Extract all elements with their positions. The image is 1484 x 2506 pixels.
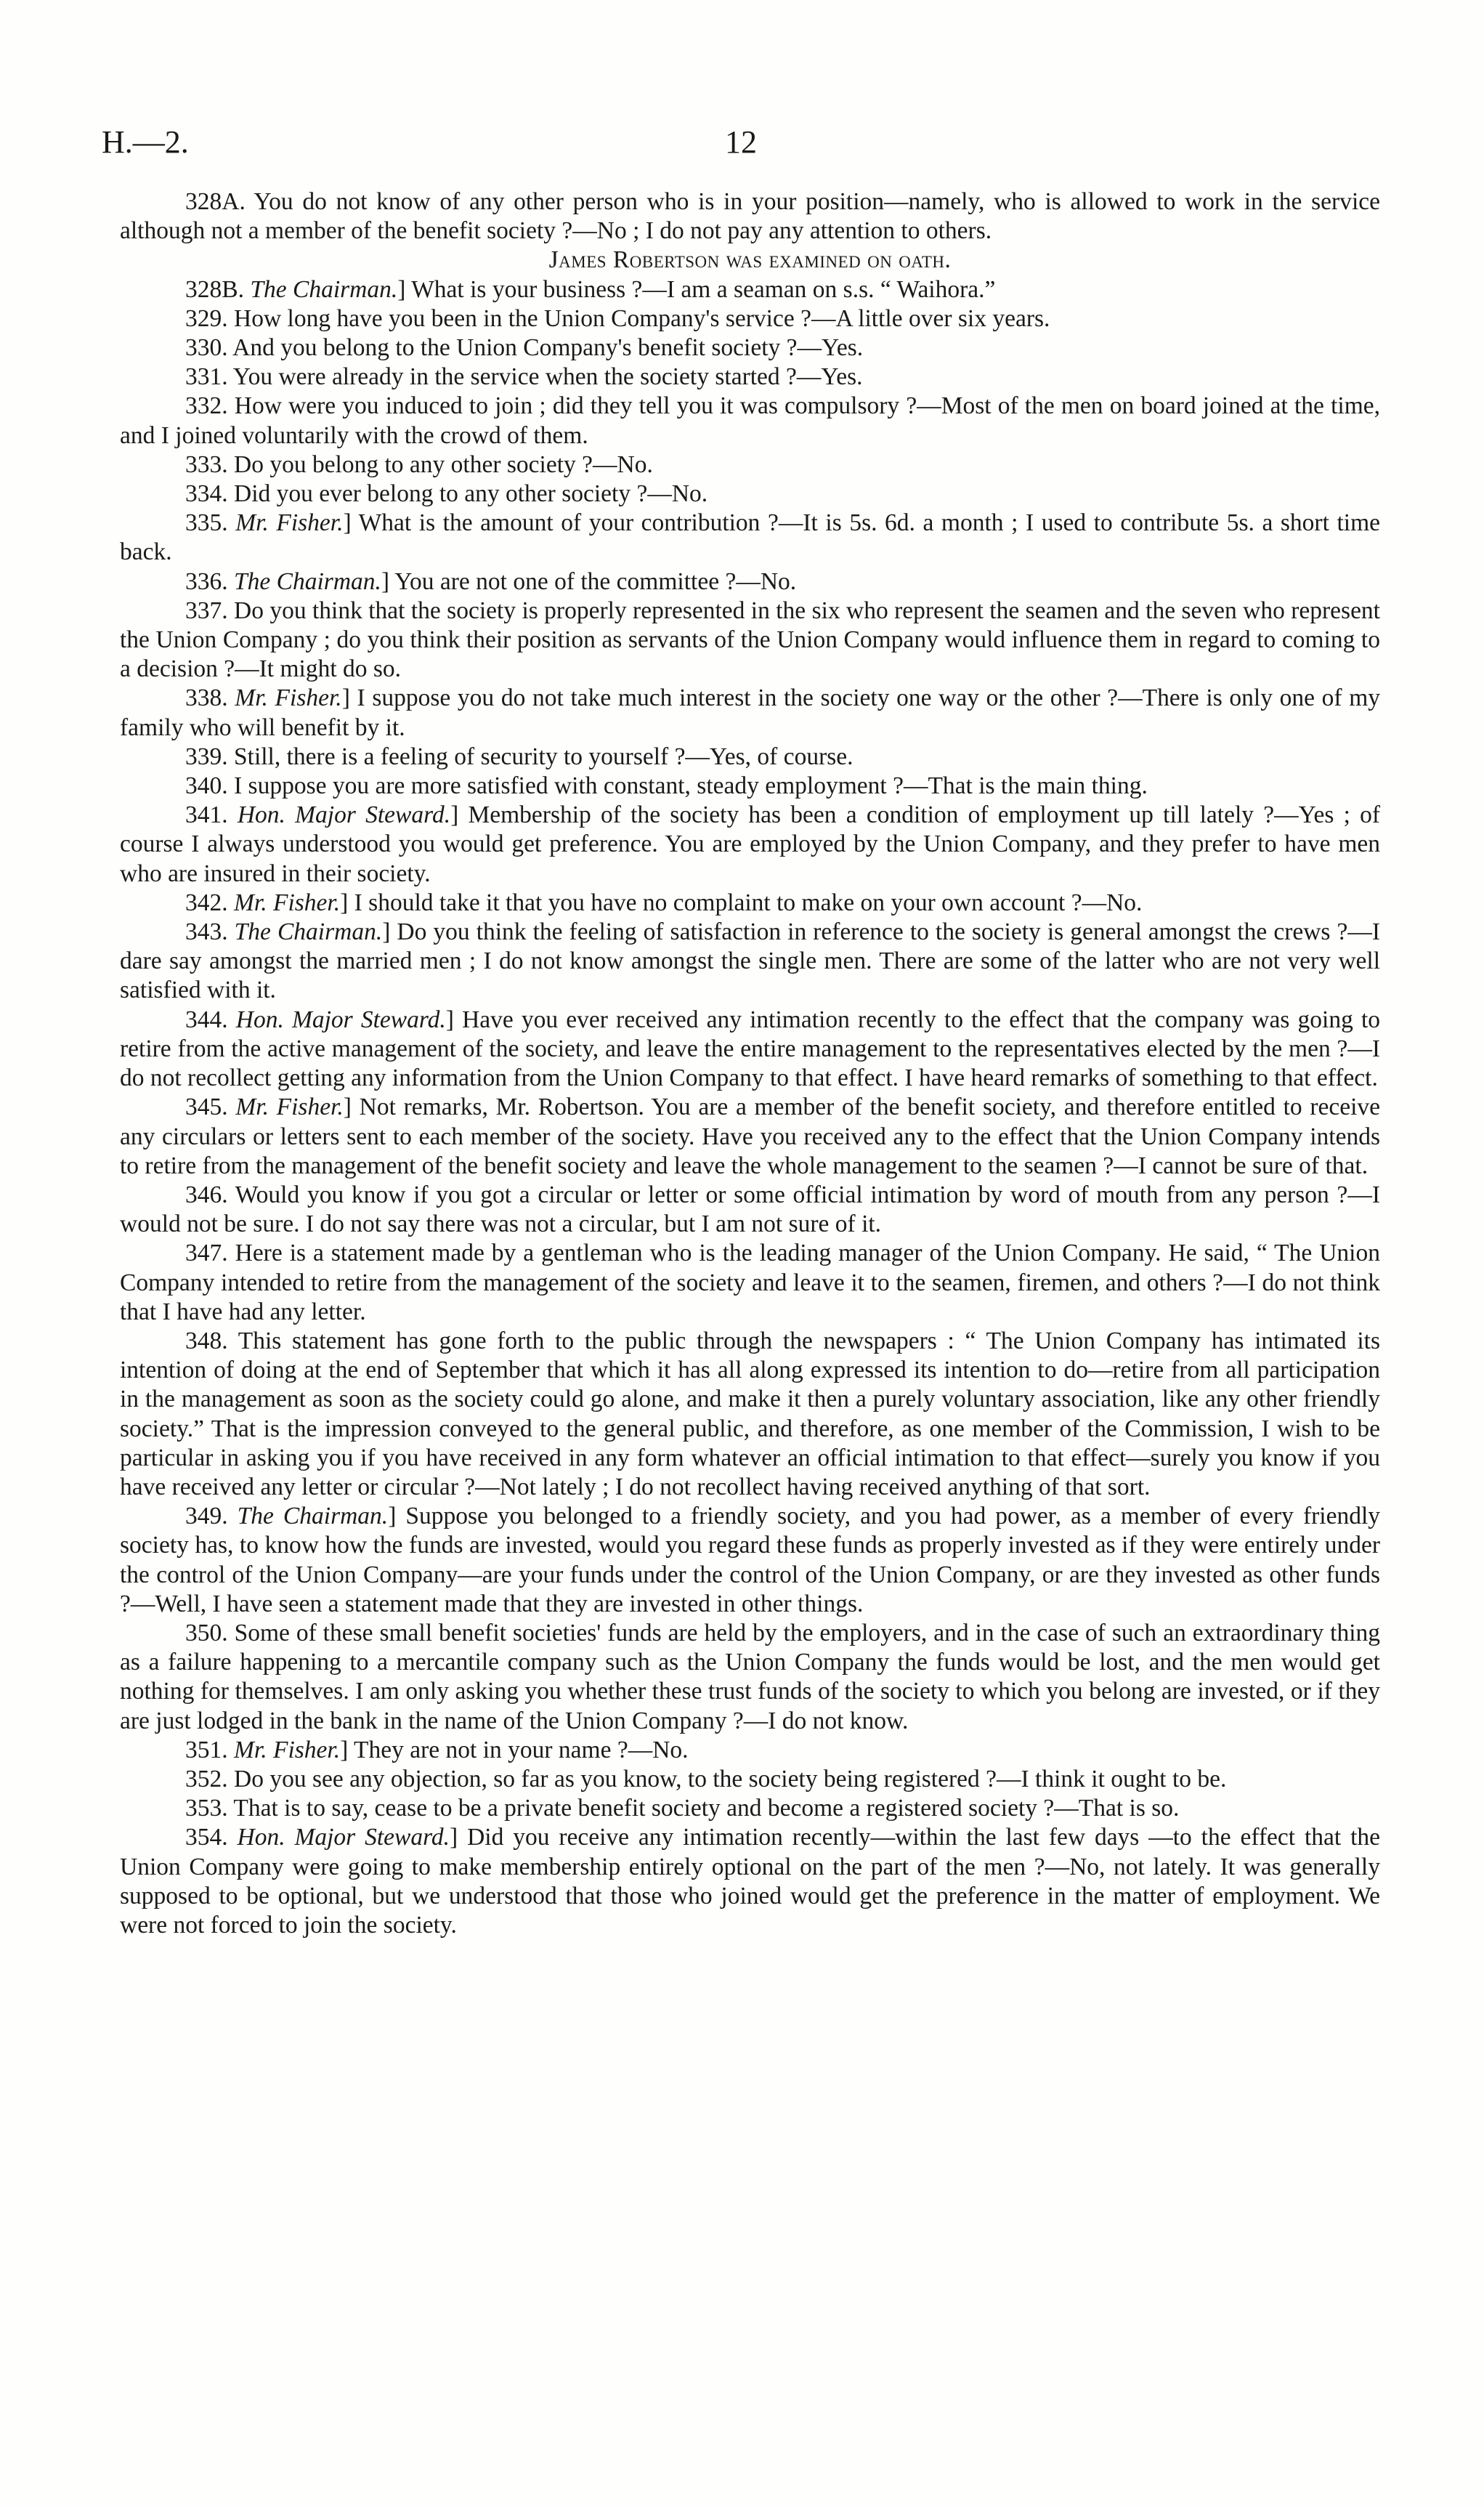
question-number: 345. (185, 1094, 228, 1121)
paragraph-text: They are not in your name ?—No. (354, 1736, 689, 1763)
paragraph-text: You do not know of any other person who is in your position—namely, who is allowed to work in the service although not a member of the benefit society ?—No ; I do not pay any attention to others. (120, 188, 1380, 245)
paragraph-text: Do you see any objection, so far as you know, to the society being registered ?—I think it ought to be. (234, 1765, 1227, 1792)
paragraph-text: Do you belong to any other society ?—No. (234, 450, 653, 478)
paragraph-333 (120, 450, 1380, 480)
paragraph-349: 349. The Chairman.] Suppose you belonged to a friendly society, and you had power, as a member of every friendly society has, to know how the funds are invested, would you regard these funds as properly invested as if they were entirely under the control of the Union Company—are your funds under the control of the Union Company, or are they invested as other funds ?—Well, I have seen a statement made that they are invested in other things. (120, 1503, 1381, 1617)
speaker-name: The Chairman. (250, 275, 398, 303)
paragraph-text: Have you ever received any intimation recently to the effect that the company was going to retire from the active management of the society, and leave the entire management to the representatives elected by the men ?—I do not recollect getting any information from the Union Company to that effect. I have heard remarks of something to that effect. (120, 1006, 1381, 1092)
question-number: 348. (185, 1327, 228, 1354)
paragraph-text: This statement has gone forth to the public through the newspapers : “ The Union Company has intimated its intention of doing at the end of September that which it has all along expressed its intention to do—retire from all participation in the management as soon as the society could go alone, and make it then a purely voluntary association, like any other friendly society.” That is the impression conveyed to the general public, and therefore, as one member of the Commission, I wish to be particular in asking you if you have received in any form whatever an official intimation to that effect—surely you know if you have received any letter or circular ?—Not lately ; I do not recollect having received anything of that sort. (120, 1327, 1380, 1500)
speaker-name: Mr. Fisher. (234, 1736, 341, 1763)
question-number: 347. (185, 1240, 228, 1267)
paragraph-text: Still, there is a feeling of security to yourself ?—Yes, of course. (234, 743, 853, 770)
question-number: 351. (185, 1736, 228, 1763)
speaker-name: Mr. Fisher. (235, 509, 344, 537)
paragraph-text: I suppose you are more satisfied with constant, steady employment ?—That is the main thing. (234, 772, 1148, 800)
page-number: 12 (725, 124, 757, 160)
paragraph-text: Membership of the society has been a condition of employment up till lately ?—Yes ; of course I always understood you would get preference. You are employed by the Union Company, and they prefer to have men who are insured in their society. (120, 801, 1381, 887)
paragraph-text: That is to say, cease to be a private benefit society and become a registered society ?—That is so. (233, 1795, 1180, 1822)
question-number: 341. (185, 801, 228, 829)
question-number: 336. (185, 567, 228, 595)
paragraph-328b: 328B. The Chairman.] What is your business ?—I am a seaman on s.s. “ Waihora.” (185, 275, 996, 303)
question-number: 339. (185, 743, 228, 770)
question-number: 329. (185, 304, 228, 332)
paragraph-text: Suppose you belonged to a friendly society, and you had power, as a member of every friendly society has, to know how the funds are invested, would you regard these funds as properly invested as if they were entirely under the control of the Union Company—are your funds under the control of the Union Company, or are they invested as other funds ?—Well, I have seen a statement made that they are invested in other things. (120, 1503, 1381, 1617)
question-number: 344. (185, 1006, 228, 1033)
paragraph-text: What is the amount of your contribution ?—It is 5s. 6d. a month ; I used to contribute 5s. a short time back. (120, 509, 1380, 566)
witness-line: James Robertson was examined on oath. (548, 246, 952, 274)
speaker-name: Hon. Major Steward. (237, 801, 451, 829)
paragraph-330 (120, 334, 1380, 363)
paragraph-text: How long have you been in the Union Company's service ?—A little over six years. (234, 304, 1050, 332)
paragraph-347 (120, 1239, 1380, 1327)
paragraph-334 (120, 480, 1380, 509)
paragraph-text: Would you know if you got a circular or letter or some official intimation by word of mouth from any person ?—I would not be sure. I do not say there was not a circular, but I am not sure of it. (120, 1181, 1380, 1238)
question-number: 328B. (185, 275, 244, 303)
question-number: 331. (185, 363, 228, 391)
paragraph-350 (120, 1619, 1380, 1736)
question-number: 328A. (185, 188, 246, 215)
transcript-body (120, 187, 1380, 1940)
paragraph-344: 344. Hon. Major Steward.] Have you ever received any intimation recently to the effect that the company was going to retire from the active management of the society, and leave the entire management to the representatives elected by the men ?—I do not recollect getting any information from the Union Company to that effect. I have heard remarks of something to that effect. (120, 1006, 1381, 1092)
paragraph-text: Do you think that the society is properly represented in the six who represent the seamen and the seven who represent the Union Company ; do you think their position as servants of the Union Company would influence them in regard to coming to a decision ?—It might do so. (120, 597, 1380, 683)
paragraph-353 (120, 1794, 1380, 1823)
question-number: 337. (185, 597, 228, 624)
paragraph-329 (120, 304, 1380, 334)
paragraph-text: Here is a statement made by a gentleman who is the leading manager of the Union Company. He said, “ The Union Company intended to retire from the management of the society and leave it to the seamen, firemen, and others ?—I do not think that I have had any letter. (120, 1240, 1380, 1325)
paragraph-text: What is your business ?—I am a seaman on s.s. “ Waihora.” (411, 275, 996, 303)
paragraph-text: Did you ever belong to any other society ?—No. (234, 480, 708, 508)
paragraph-352 (120, 1765, 1380, 1794)
question-number: 353. (185, 1795, 228, 1822)
paragraph-text: Do you think the feeling of satisfaction in reference to the society is general amongst the crews ?—I dare say amongst the married men ; I do not know amongst the single men. There are some of the latter who are not very well satisfied with it. (120, 918, 1381, 1004)
paragraph-335: 335. Mr. Fisher.] What is the amount of your contribution ?—It is 5s. 6d. a month ; I used to contribute 5s. a short time back. (120, 509, 1380, 566)
speaker-name: Mr. Fisher. (235, 1094, 344, 1121)
question-number: 330. (185, 334, 228, 362)
paragraph-351: 351. Mr. Fisher.] They are not in your name ?—No. (185, 1736, 689, 1763)
document-reference: H.—2. (102, 124, 189, 160)
paragraph-332 (120, 392, 1380, 450)
question-number: 346. (185, 1181, 228, 1208)
speaker-name: Hon. Major Steward. (237, 1824, 450, 1851)
question-number: 350. (185, 1619, 228, 1646)
question-number: 335. (185, 509, 228, 537)
paragraph-text: Some of these small benefit societies' funds are held by the employers, and in the case of such an extraordinary thing as a failure happening to a mercantile company such as the Union Company the funds would be lost, and the men would get nothing for themselves. I am only asking you whether these trust funds of the society to which you belong are invested, or if they are just lodged in the bank in the name of the Union Company ?—I do not know. (120, 1619, 1381, 1734)
question-number: 343. (185, 918, 228, 946)
question-number: 334. (185, 480, 228, 508)
paragraph-354: 354. Hon. Major Steward.] Did you receive any intimation recently—within the last few days —to the effect that the Union Company were going to make membership entirely optional on the part of the men ?—No, not lately. It was generally supposed to be optional, but we understood that those who joined would get the preference in the matter of employment. We were not forced to join the society. (120, 1824, 1381, 1939)
speaker-name: The Chairman. (234, 918, 383, 946)
paragraph-328a (120, 187, 1380, 246)
paragraph-348 (120, 1327, 1380, 1502)
paragraph-text: You are not one of the committee ?—No. (394, 567, 797, 595)
paragraph-text: I should take it that you have no complaint to make on your own account ?—No. (354, 889, 1143, 916)
paragraph-text: Did you receive any intimation recently—within the last few days —to the effect that the Union Company were going to make membership entirely optional on the part of the men ?—No, not lately. It was generally supposed to be optional, but we understood that those who joined would get the preference in the matter of employment. We were not forced to join the society. (120, 1824, 1381, 1939)
question-number: 342. (185, 889, 228, 916)
speaker-name: Mr. Fisher. (235, 684, 342, 712)
question-number: 340. (185, 772, 228, 800)
paragraph-341: 341. Hon. Major Steward.] Membership of the society has been a condition of employment up till lately ?—Yes ; of course I always understood you would get preference. You are employed by the Union Company, and they prefer to have men who are insured in their society. (120, 801, 1381, 887)
paragraph-text: Not remarks, Mr. Robertson. You are a member of the benefit society, and therefore entitled to receive any circulars or letters sent to each member of the society. Have you received any to the effect that the Union Company intends to retire from the management of the benefit society and leave the whole management to the seamen ?—I cannot be sure of that. (120, 1094, 1381, 1179)
paragraph-339 (120, 743, 1380, 772)
paragraph-343: 343. The Chairman.] Do you think the feeling of satisfaction in reference to the society is general amongst the crews ?—I dare say amongst the married men ; I do not know amongst the single men. There are some of the latter who are not very well satisfied with it. (120, 918, 1381, 1004)
paragraph-text: And you belong to the Union Company's benefit society ?—Yes. (232, 334, 864, 362)
speaker-name: Hon. Major Steward. (235, 1006, 446, 1033)
page-header (102, 124, 1380, 167)
question-number: 332. (185, 392, 228, 420)
question-number: 338. (185, 684, 228, 712)
speaker-name: The Chairman. (237, 1503, 389, 1530)
speaker-name: Mr. Fisher. (234, 889, 341, 916)
paragraph-340 (120, 772, 1380, 801)
paragraph-342: 342. Mr. Fisher.] I should take it that you have no complaint to make on your own account ?—No. (185, 889, 1143, 916)
paragraph-331 (120, 363, 1380, 392)
question-number: 333. (185, 450, 228, 478)
paragraph-336: 336. The Chairman.] You are not one of the committee ?—No. (185, 567, 797, 595)
paragraph-346 (120, 1181, 1380, 1239)
paragraph-text: How were you induced to join ; did they tell you it was compulsory ?—Most of the men on board joined at the time, and I joined voluntarily with the crowd of them. (120, 392, 1380, 449)
paragraph-337 (120, 597, 1380, 684)
question-number: 349. (185, 1503, 228, 1530)
paragraph-text: I suppose you do not take much interest in the society one way or the other ?—There is only one of my family who will benefit by it. (120, 684, 1381, 741)
question-number: 354. (185, 1824, 228, 1851)
paragraph-338: 338. Mr. Fisher.] I suppose you do not take much interest in the society one way or the other ?—There is only one of my family who will benefit by it. (120, 684, 1381, 741)
question-number: 352. (185, 1765, 228, 1792)
speaker-name: The Chairman. (234, 567, 381, 595)
paragraph-345: 345. Mr. Fisher.] Not remarks, Mr. Robertson. You are a member of the benefit society, and therefore entitled to receive any circulars or letters sent to each member of the society. Have you received any to the effect that the Union Company intends to retire from the management of the benefit society and leave the whole management to the seamen ?—I cannot be sure of that. (120, 1094, 1381, 1179)
paragraph-text: You were already in the service when the society started ?—Yes. (232, 363, 863, 391)
